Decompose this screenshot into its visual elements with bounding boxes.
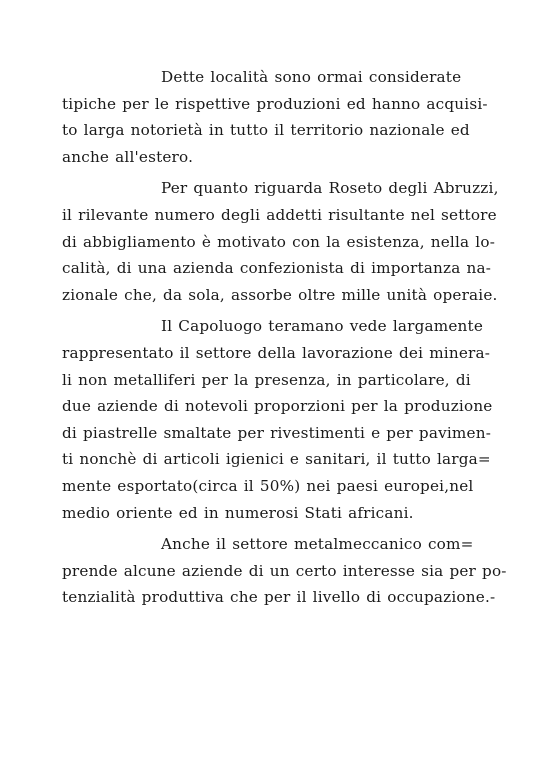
text-line: tenzialità produttiva che per il livello di occupazione.- (62, 588, 496, 607)
text-line: di piastrelle smaltate per rivestimenti e per pavimen- (62, 423, 492, 442)
text-line: Dette località sono ormai considerate (161, 68, 462, 86)
text-line: rappresentato il settore della lavorazione dei minera- (62, 343, 491, 362)
text-line: Per quanto riguarda Roseto degli Abruzzi, (161, 179, 499, 198)
paragraph-metalmeccanico (62, 531, 532, 611)
text-line: di abbigliamento è motivato con la esistenza, nella lo- (62, 232, 496, 251)
paragraph-capoluogo (62, 313, 532, 526)
paragraph-roseto (62, 175, 532, 308)
text-line: ti nonchè di articoli igienici e sanitari, il tutto larga= (62, 450, 491, 469)
text-line: li non metalliferi per la presenza, in particolare, di (62, 370, 471, 389)
text-line: mente esportato(circa il 50%) nei paesi europei,nel (62, 476, 474, 495)
text-line: calità, di una azienda confezionista di importanza na- (62, 259, 492, 278)
text-line: due aziende di notevoli proporzioni per la produzione (62, 397, 493, 416)
text-line: il rilevante numero degli addetti risultante nel settore (62, 205, 497, 224)
text-line: anche all'estero. (62, 147, 194, 166)
text-line: zionale che, da sola, assorbe oltre mille unità operaie. (62, 285, 498, 304)
text-line: to larga notorietà in tutto il territorio nazionale ed (62, 121, 470, 140)
text-line: Il Capoluogo teramano vede largamente (161, 317, 484, 336)
document-body (62, 64, 532, 611)
text-line: Anche il settore metalmeccanico com= (161, 535, 474, 554)
text-line: medio oriente ed in numerosi Stati africani. (62, 503, 414, 522)
paragraph-localities (62, 64, 532, 170)
text-line: tipiche per le rispettive produzioni ed hanno acquisi- (62, 94, 488, 113)
text-line: prende alcune aziende di un certo interesse sia per po- (62, 561, 507, 580)
